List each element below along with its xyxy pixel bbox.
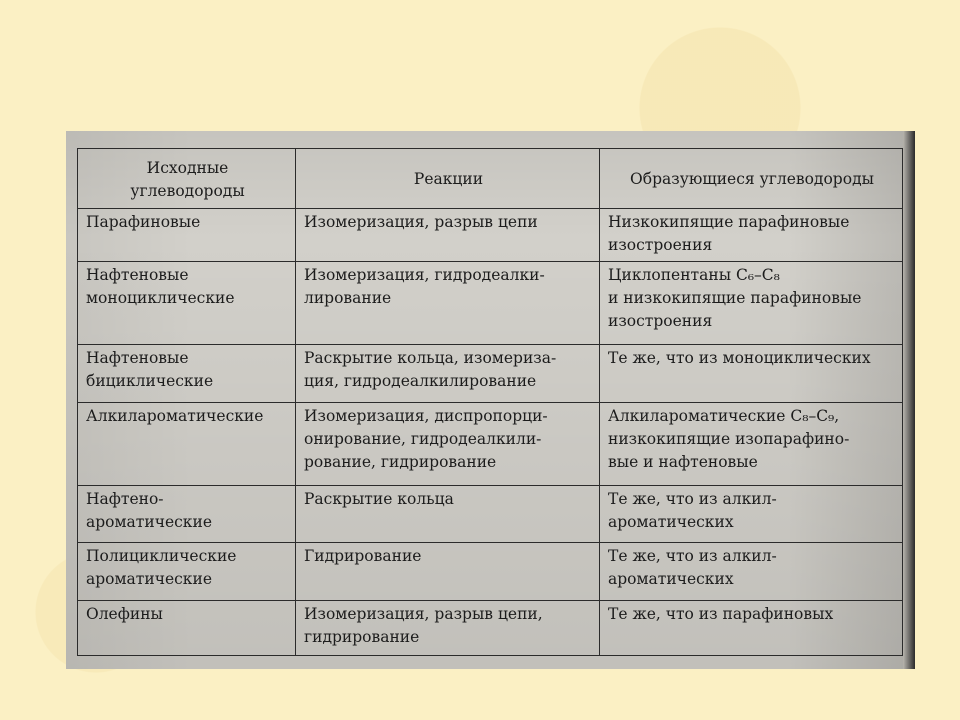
cell-source: Нафтеновые бициклические (78, 345, 296, 402)
cell-reactions: Гидрирование (296, 543, 600, 600)
table-row (78, 402, 903, 485)
cell-products: Те же, что из парафиновых (600, 600, 903, 655)
cell-source: Нафтеновые моноциклические (78, 262, 296, 345)
cell-source: Парафиновые (78, 209, 296, 262)
cell-products: Те же, что из алкил- ароматических (600, 543, 903, 600)
cell-source: Полициклические ароматические (78, 543, 296, 600)
cell-products: Те же, что из алкил- ароматических (600, 486, 903, 543)
cell-reactions: Раскрытие кольца (296, 486, 600, 543)
cell-products: Циклопентаны C₆–C₈ и низкокипящие парафиновые изостроения (600, 262, 903, 345)
hydrocarbon-reactions-table (77, 148, 903, 656)
cell-source: Олефины (78, 600, 296, 655)
header-source-hydrocarbons: Исходные углеводороды (78, 149, 296, 209)
table-row (78, 600, 903, 655)
header-reactions: Реакции (296, 149, 600, 209)
header-row (78, 149, 903, 209)
table-row (78, 345, 903, 402)
cell-reactions: Изомеризация, разрыв цепи, гидрирование (296, 600, 600, 655)
cell-reactions: Раскрытие кольца, изомериза- ция, гидродеалкилирование (296, 345, 600, 402)
cell-reactions: Изомеризация, разрыв цепи (296, 209, 600, 262)
page-edge-shadow (903, 131, 915, 669)
header-resulting-hydrocarbons: Образующиеся углеводороды (600, 149, 903, 209)
cell-products: Алкилароматические C₈–C₉, низкокипящие изопарафино- вые и нафтеновые (600, 402, 903, 485)
table-row (78, 486, 903, 543)
table-row (78, 262, 903, 345)
cell-reactions: Изомеризация, диспропорци- онирование, гидродеалкили- рование, гидрирование (296, 402, 600, 485)
cell-products: Те же, что из моноциклических (600, 345, 903, 402)
cell-source: Алкилароматические (78, 402, 296, 485)
cell-reactions: Изомеризация, гидродеалки- лирование (296, 262, 600, 345)
table-row (78, 543, 903, 600)
table-row (78, 209, 903, 262)
cell-source: Нафтено- ароматические (78, 486, 296, 543)
cell-products: Низкокипящие парафиновые изостроения (600, 209, 903, 262)
